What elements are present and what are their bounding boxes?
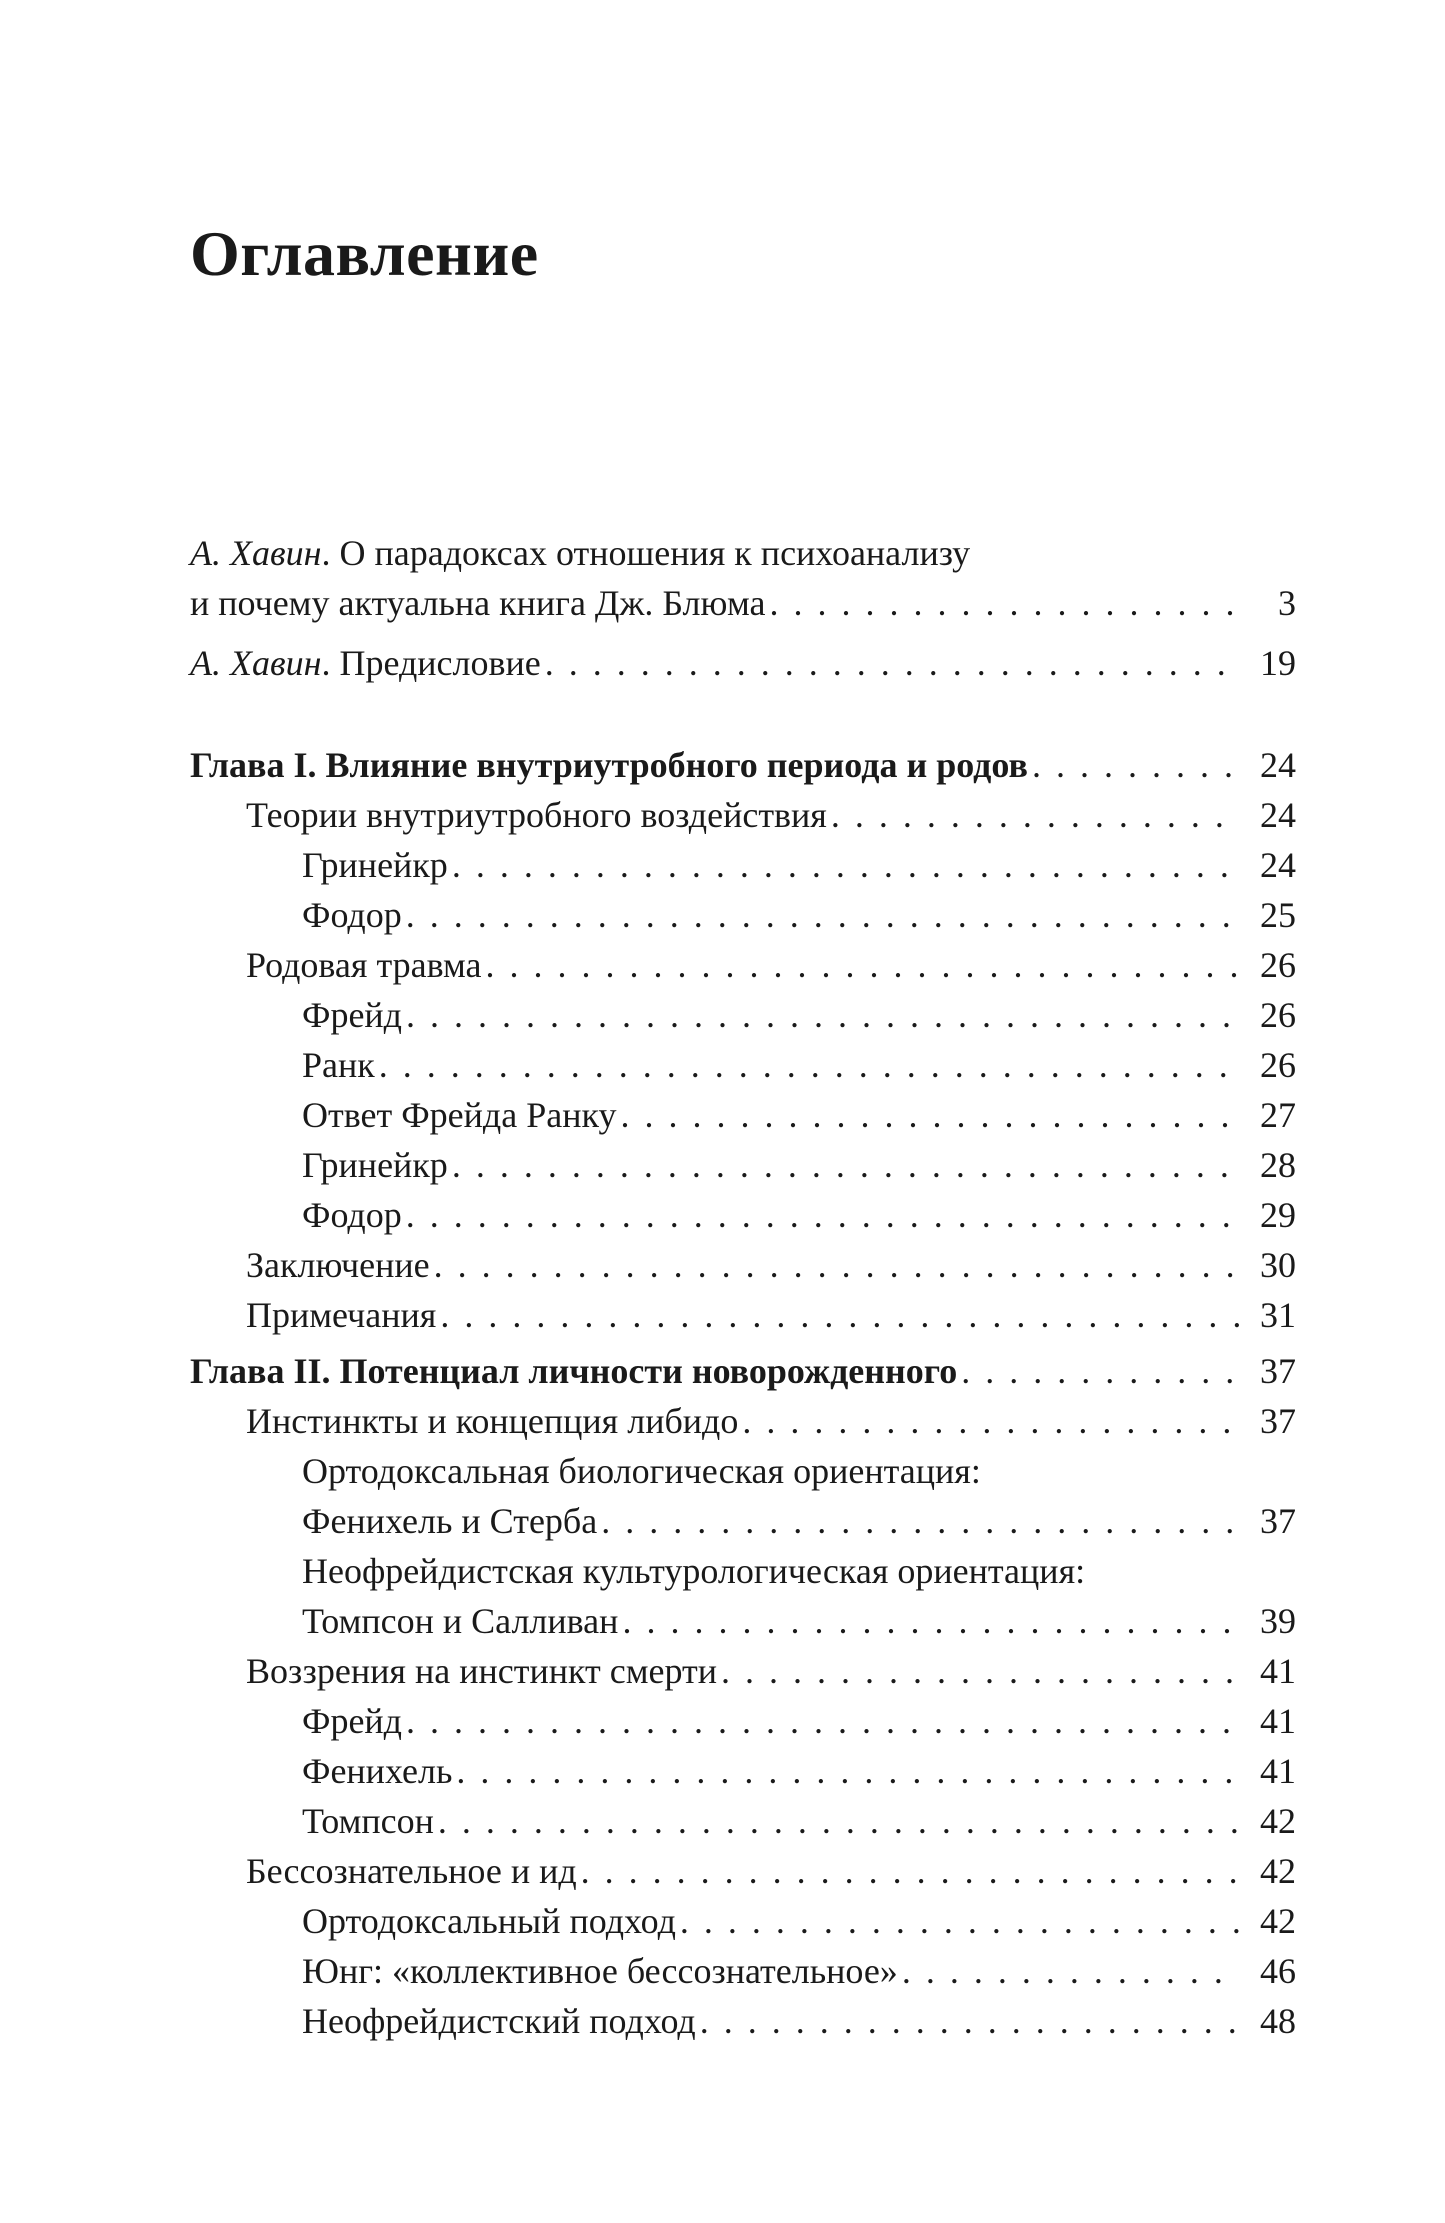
toc-entry-text: и почему актуальна книга Дж. Блюма <box>190 583 766 623</box>
toc-subsection[interactable] <box>190 1090 1296 1140</box>
dot-leader <box>961 1346 1240 1396</box>
toc-section[interactable] <box>190 1646 1296 1696</box>
dot-leader <box>434 1240 1240 1290</box>
page-number: 25 <box>1260 895 1296 935</box>
dot-leader <box>438 1796 1240 1846</box>
toc-entry-text: Фрейд <box>302 1701 403 1741</box>
author-name: А. Хавин <box>190 643 322 683</box>
dot-leader <box>406 890 1240 940</box>
table-of-contents <box>190 528 1296 2046</box>
page-number: 31 <box>1260 1295 1296 1335</box>
dot-leader <box>456 1746 1240 1796</box>
toc-entry-line <box>190 528 1296 578</box>
toc-subsection[interactable] <box>190 1746 1296 1796</box>
toc-subsection[interactable] <box>190 1996 1296 2046</box>
dot-leader <box>742 1396 1240 1446</box>
toc-entry-text: Заключение <box>246 1245 430 1285</box>
dot-leader <box>452 1140 1240 1190</box>
dot-leader <box>902 1946 1240 1996</box>
page-number: 37 <box>1260 1501 1296 1541</box>
author-name: А. Хавин <box>190 533 322 573</box>
chapter-heading[interactable] <box>190 1346 1296 1396</box>
page-number: 3 <box>1278 583 1296 623</box>
toc-entry-text: Теории внутриутробного воздействия <box>246 795 827 835</box>
page-number: 41 <box>1260 1751 1296 1791</box>
page-number: 37 <box>1260 1401 1296 1441</box>
toc-section[interactable] <box>190 1396 1296 1446</box>
dot-leader <box>486 940 1240 990</box>
toc-entry-text: . О парадоксах отношения к психоанализу <box>321 533 971 573</box>
dot-leader <box>622 1596 1240 1646</box>
toc-subsection[interactable] <box>190 1796 1296 1846</box>
page-number: 24 <box>1260 745 1296 785</box>
toc-section[interactable] <box>190 940 1296 990</box>
dot-leader <box>620 1090 1240 1140</box>
toc-entry-text: Родовая травма <box>246 945 482 985</box>
page-number: 39 <box>1260 1601 1296 1641</box>
page-number: 42 <box>1260 1851 1296 1891</box>
toc-entry-text: Томпсон и Салливан <box>302 1601 619 1641</box>
toc-entry-text: Ответ Фрейда Ранку <box>302 1095 617 1135</box>
toc-entry-text: Фодор <box>302 895 402 935</box>
toc-entry-text: А. Хавин. Предисловие <box>190 643 541 683</box>
page-number: 37 <box>1260 1351 1296 1391</box>
toc-entry-line: Неофрейдистская культурологическая ориентация: <box>302 1551 1086 1591</box>
toc-section[interactable] <box>190 1846 1296 1896</box>
toc-subsection[interactable] <box>190 890 1296 940</box>
toc-entry[interactable] <box>190 638 1296 688</box>
page-number: 24 <box>1260 845 1296 885</box>
toc-subsection[interactable] <box>190 990 1296 1040</box>
toc-section[interactable] <box>190 790 1296 840</box>
dot-leader <box>440 1290 1240 1340</box>
page-number: 30 <box>1260 1245 1296 1285</box>
toc-entry-text: Фенихель <box>302 1751 453 1791</box>
toc-subsection[interactable] <box>190 1040 1296 1090</box>
toc-entry-text: Воззрения на инстинкт смерти <box>246 1651 717 1691</box>
toc-entry-text: Юнг: «коллективное бессознательное» <box>302 1951 898 1991</box>
toc-entry-line: Ортодоксальная биологическая ориентация: <box>302 1451 981 1491</box>
chapter-heading[interactable] <box>190 740 1296 790</box>
dot-leader <box>406 1696 1240 1746</box>
page-number: 26 <box>1260 1045 1296 1085</box>
dot-leader <box>406 990 1240 1040</box>
toc-subsection[interactable] <box>190 840 1296 890</box>
toc-entry-text: Ранк <box>302 1045 375 1085</box>
page-title: Оглавление <box>190 218 539 289</box>
page-number: 46 <box>1260 1951 1296 1991</box>
chapter-title: Глава I. Влияние внутриутробного периода и родов <box>190 745 1028 785</box>
toc-entry-text: Фенихель и Стерба <box>302 1501 598 1541</box>
dot-leader <box>769 578 1240 628</box>
page-number: 48 <box>1260 2001 1296 2041</box>
dot-leader <box>700 1996 1240 2046</box>
toc-subsection[interactable] <box>190 1946 1296 1996</box>
page-number: 29 <box>1260 1195 1296 1235</box>
toc-entry-text: Ортодоксальный подход <box>302 1901 676 1941</box>
toc-subsection[interactable] <box>190 1140 1296 1190</box>
toc-entry-text: Гринейкр <box>302 845 448 885</box>
page-number: 19 <box>1260 643 1296 683</box>
toc-subsection[interactable] <box>190 1596 1296 1646</box>
page-number: 26 <box>1260 945 1296 985</box>
toc-entry-text: Фрейд <box>302 995 403 1035</box>
chapter-title: Глава II. Потенциал личности новорожденного <box>190 1351 958 1391</box>
toc-entry-text: Неофрейдистский подход <box>302 2001 696 2041</box>
dot-leader <box>721 1646 1240 1696</box>
page-number: 42 <box>1260 1801 1296 1841</box>
dot-leader <box>406 1190 1240 1240</box>
toc-subsection[interactable] <box>190 1696 1296 1746</box>
toc-subsection[interactable] <box>190 1896 1296 1946</box>
dot-leader <box>680 1896 1240 1946</box>
toc-entry-text: Бессознательное и ид <box>246 1851 577 1891</box>
dot-leader <box>581 1846 1240 1896</box>
page-number: 24 <box>1260 795 1296 835</box>
toc-section[interactable] <box>190 1290 1296 1340</box>
toc-entry-text: Примечания <box>246 1295 437 1335</box>
dot-leader <box>1032 740 1240 790</box>
toc-section[interactable] <box>190 1240 1296 1290</box>
toc-entry-text: Гринейкр <box>302 1145 448 1185</box>
toc-subsection[interactable] <box>190 1496 1296 1546</box>
toc-entry-text: Инстинкты и концепция либидо <box>246 1401 739 1441</box>
page-number: 42 <box>1260 1901 1296 1941</box>
dot-leader <box>452 840 1240 890</box>
page-number: 28 <box>1260 1145 1296 1185</box>
dot-leader <box>545 638 1240 688</box>
page-number: 27 <box>1260 1095 1296 1135</box>
toc-subsection[interactable] <box>190 1190 1296 1240</box>
dot-leader <box>831 790 1240 840</box>
dot-leader <box>601 1496 1240 1546</box>
toc-entry-text: Фодор <box>302 1195 402 1235</box>
page-number: 41 <box>1260 1701 1296 1741</box>
page-number: 26 <box>1260 995 1296 1035</box>
page-number: 41 <box>1260 1651 1296 1691</box>
toc-entry-text: Томпсон <box>302 1801 434 1841</box>
dot-leader <box>379 1040 1240 1090</box>
toc-entry[interactable] <box>190 578 1296 628</box>
